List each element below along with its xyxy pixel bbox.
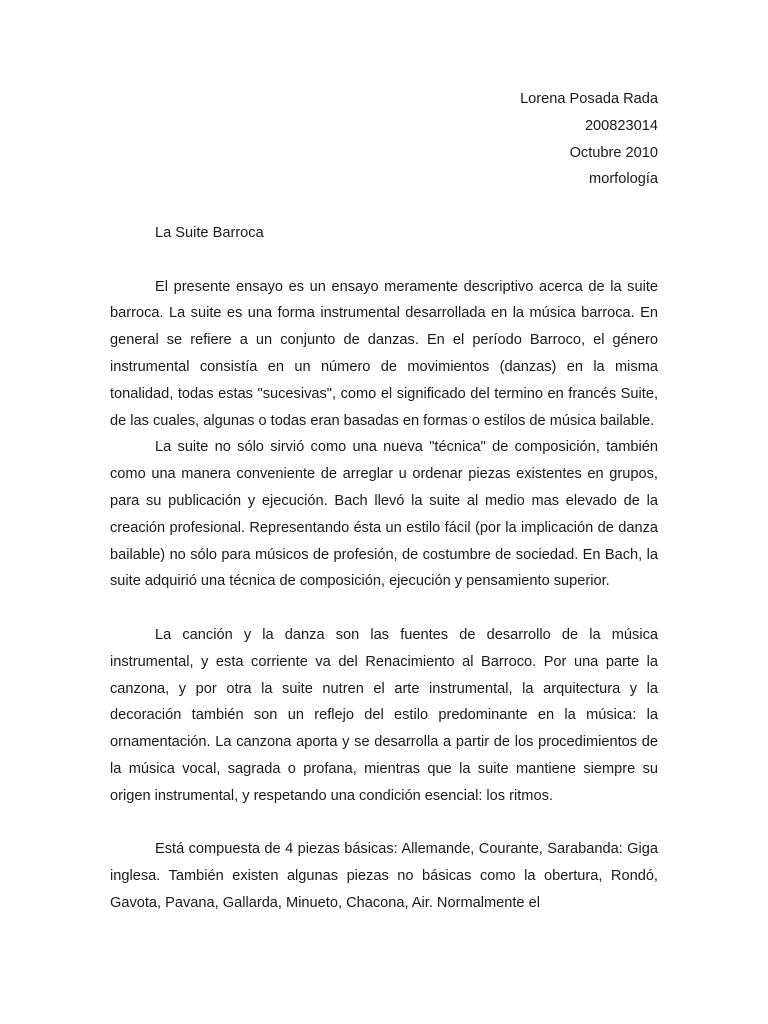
course-name: morfología xyxy=(589,171,658,188)
student-id: 200823014 xyxy=(584,117,658,134)
document-date: Octubre 2010 xyxy=(569,144,658,161)
paragraph-4: Está compuesta de 4 piezas básicas: Allemande, Courante, Sarabanda: Giga inglesa. También existen algunas piezas no básicas como la obertura, Rondó, Gavota, Pavana, Gallarda, Minueto, Chacona, Air. Normalmente el xyxy=(110,841,658,911)
paragraph-1: El presente ensayo es un ensayo meramente descriptivo acerca de la suite barroca. La suite es una forma instrumental desarrollada en la música barroca. En general se refiere a un conjunto de danzas. En el período Barroco, el género instrumental consistía en un número de movimientos (danzas) en la misma tonalidad, todas estas "sucesivas", como el significado del termino en francés Suite, de las cuales, algunas o todas eran basadas en formas o estilos de música bailable. xyxy=(110,278,658,429)
paragraph-3: La canción y la danza son las fuentes de desarrollo de la música instrumental, y esta corriente va del Renacimiento al Barroco. Por una parte la canzona, y por otra la suite nutren el arte instrumental, la arquitectura y la decoración también son un reflejo del estilo predominante en la música: la ornamentación. La canzona aporta y se desarrolla a partir de los procedimientos de la música vocal, sagrada o profana, mientras que la suite mantiene siempre su origen instrumental, y respetando una condición esencial: los ritmos. xyxy=(110,626,658,804)
author-name: Lorena Posada Rada xyxy=(520,91,658,107)
essay-title: La Suite Barroca xyxy=(155,224,264,241)
document-page xyxy=(110,86,658,917)
paragraph-2: La suite no sólo sirvió como una nueva "técnica" de composición, también como una manera conveniente de arreglar u ordenar piezas existentes en grupos, para su publicación y ejecución. Bach llevó la suite al medio mas elevado de la creación profesional. Representando ésta un estilo fácil (por la implicación de danza bailable) no sólo para músicos de profesión, de costumbre de sociedad. En Bach, la suite adquirió una técnica de composición, ejecución y pensamiento superior. xyxy=(110,439,658,590)
